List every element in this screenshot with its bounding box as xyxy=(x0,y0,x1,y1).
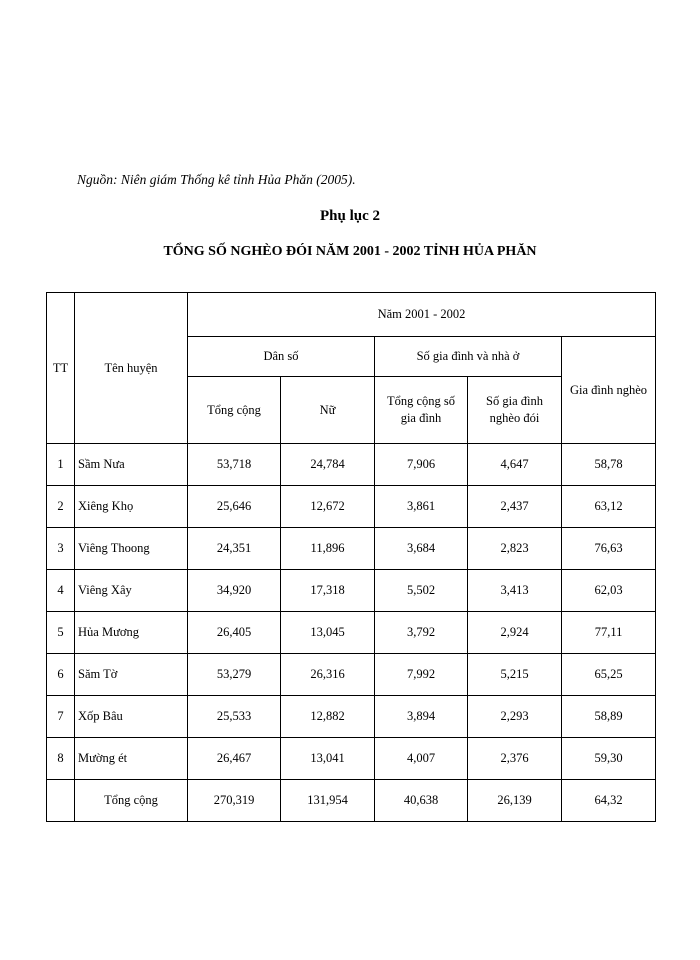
row-tt: 8 xyxy=(47,738,75,780)
row-total-population: 53,718 xyxy=(188,444,281,486)
row-total-households: 7,992 xyxy=(375,654,468,696)
source-note: Nguồn: Niên giám Thống kê tỉnh Hủa Phăn (2005). xyxy=(77,172,356,187)
row-tt: 5 xyxy=(47,612,75,654)
row-poor-households: 2,293 xyxy=(468,696,562,738)
totals-poor-households: 26,139 xyxy=(468,780,562,822)
totals-tt xyxy=(47,780,75,822)
header-poor-families: Gia đình nghèo xyxy=(562,337,656,444)
table-row xyxy=(47,528,656,570)
row-female: 13,041 xyxy=(281,738,375,780)
row-tt: 1 xyxy=(47,444,75,486)
row-poor-households: 3,413 xyxy=(468,570,562,612)
row-poor-households: 5,215 xyxy=(468,654,562,696)
table-row xyxy=(47,654,656,696)
row-total-population: 26,405 xyxy=(188,612,281,654)
table-row xyxy=(47,696,656,738)
header-households: Số gia đình và nhà ở xyxy=(375,337,562,377)
appendix-label: Phụ lục 2 xyxy=(319,208,380,224)
table-row xyxy=(47,444,656,486)
header-poor-households: Số gia đình nghèo đói xyxy=(468,377,562,444)
row-total-population: 34,920 xyxy=(188,570,281,612)
row-poor-households: 4,647 xyxy=(468,444,562,486)
row-total-households: 3,861 xyxy=(375,486,468,528)
row-total-population: 53,279 xyxy=(188,654,281,696)
row-poor-households: 2,924 xyxy=(468,612,562,654)
row-total-households: 5,502 xyxy=(375,570,468,612)
row-district: Viêng Thoong xyxy=(75,528,188,570)
row-tt: 3 xyxy=(47,528,75,570)
header-population: Dân số xyxy=(188,337,375,377)
row-female: 12,672 xyxy=(281,486,375,528)
row-tt: 4 xyxy=(47,570,75,612)
row-total-population: 25,646 xyxy=(188,486,281,528)
totals-row xyxy=(47,780,656,822)
row-total-households: 3,894 xyxy=(375,696,468,738)
totals-total-households: 40,638 xyxy=(375,780,468,822)
row-district: Xốp Bâu xyxy=(75,696,188,738)
totals-label: Tổng cộng xyxy=(75,780,188,822)
row-female: 12,882 xyxy=(281,696,375,738)
row-female: 13,045 xyxy=(281,612,375,654)
row-total-households: 3,684 xyxy=(375,528,468,570)
row-female: 26,316 xyxy=(281,654,375,696)
table-row xyxy=(47,738,656,780)
row-poor-families: 77,11 xyxy=(562,612,656,654)
header-total-population: Tổng cộng xyxy=(188,377,281,444)
table-row xyxy=(47,612,656,654)
row-district: Viêng Xây xyxy=(75,570,188,612)
row-poor-households: 2,823 xyxy=(468,528,562,570)
row-district: Săm Tờ xyxy=(75,654,188,696)
totals-female: 131,954 xyxy=(281,780,375,822)
row-female: 11,896 xyxy=(281,528,375,570)
row-tt: 7 xyxy=(47,696,75,738)
row-total-households: 4,007 xyxy=(375,738,468,780)
row-total-households: 3,792 xyxy=(375,612,468,654)
row-poor-households: 2,437 xyxy=(468,486,562,528)
table-title: TỔNG SỐ NGHÈO ĐÓI NĂM 2001 - 2002 TỈNH HỦA PHĂN xyxy=(163,244,537,259)
header-year: Năm 2001 - 2002 xyxy=(188,293,656,337)
row-poor-families: 63,12 xyxy=(562,486,656,528)
row-poor-families: 58,78 xyxy=(562,444,656,486)
row-district: Sầm Nưa xyxy=(75,444,188,486)
header-district: Tên huyện xyxy=(75,293,188,444)
header-tt: TT xyxy=(47,293,75,444)
table-row xyxy=(47,486,656,528)
totals-total-population: 270,319 xyxy=(188,780,281,822)
row-tt: 2 xyxy=(47,486,75,528)
row-female: 17,318 xyxy=(281,570,375,612)
row-district: Hủa Mương xyxy=(75,612,188,654)
row-poor-families: 59,30 xyxy=(562,738,656,780)
totals-poor-families: 64,32 xyxy=(562,780,656,822)
header-total-households: Tổng cộng số gia đình xyxy=(375,377,468,444)
header-female: Nữ xyxy=(281,377,375,444)
poverty-table xyxy=(46,292,656,822)
row-district: Xiêng Khọ xyxy=(75,486,188,528)
row-tt: 6 xyxy=(47,654,75,696)
row-poor-families: 58,89 xyxy=(562,696,656,738)
row-district: Mường ét xyxy=(75,738,188,780)
row-poor-families: 62,03 xyxy=(562,570,656,612)
row-poor-families: 65,25 xyxy=(562,654,656,696)
table-row xyxy=(47,570,656,612)
row-total-population: 26,467 xyxy=(188,738,281,780)
row-female: 24,784 xyxy=(281,444,375,486)
row-poor-households: 2,376 xyxy=(468,738,562,780)
row-total-population: 24,351 xyxy=(188,528,281,570)
row-total-households: 7,906 xyxy=(375,444,468,486)
table-body xyxy=(47,444,656,822)
row-total-population: 25,533 xyxy=(188,696,281,738)
row-poor-families: 76,63 xyxy=(562,528,656,570)
